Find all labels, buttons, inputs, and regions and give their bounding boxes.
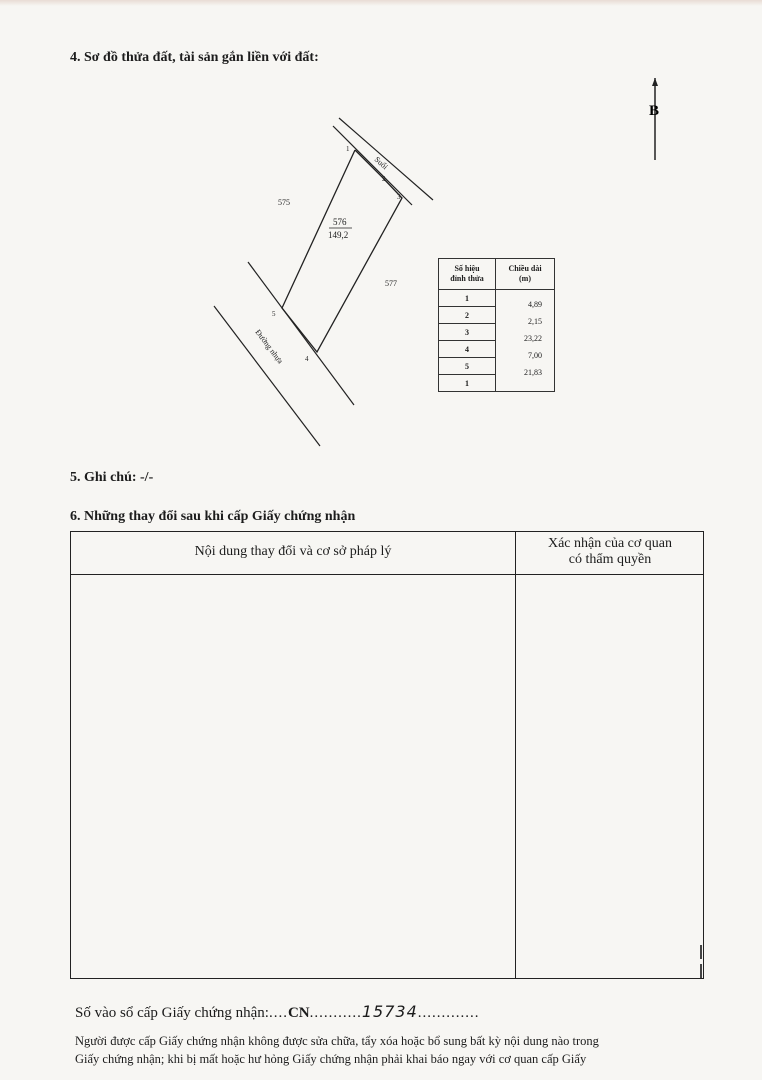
road-label: Đường nhựa	[253, 327, 285, 366]
section-5-heading: 5. Ghi chú: -/-	[70, 470, 154, 485]
parcel-number: 576	[333, 217, 347, 227]
registration-prefix: CN	[287, 1005, 310, 1021]
parcel-diagram	[0, 0, 762, 470]
table-header-row	[439, 259, 555, 290]
stream-label: Suối	[372, 154, 390, 172]
scan-mark	[700, 945, 702, 959]
vertex-3: 3	[397, 193, 401, 201]
section-6-heading: 6. Những thay đổi sau khi cấp Giấy chứng nhận	[70, 509, 356, 524]
authority-confirmation-header: Xác nhận của cơ quan có thẩm quyền	[547, 536, 672, 567]
length-value: 4,89	[528, 300, 542, 309]
neighbor-parcel-right: 577	[385, 279, 397, 288]
registration-number: 15734	[361, 1002, 418, 1021]
column-divider	[515, 532, 516, 978]
table-row: 2	[439, 307, 555, 324]
length-column-header: Chiều dài (m)	[496, 259, 555, 290]
vertex-5: 5	[272, 310, 276, 318]
vertex-column-header: Số hiệu đỉnh thửa	[439, 259, 496, 290]
vertex-1: 1	[346, 145, 350, 153]
table-row: 1 4,89 2,15 23,22 7,00 21,83	[439, 290, 555, 307]
vertex-length-table	[438, 258, 555, 392]
table-row: 5	[439, 358, 555, 375]
length-value: 23,22	[524, 334, 542, 343]
scan-mark	[700, 964, 702, 978]
lengths-cell	[496, 290, 555, 392]
north-label: B	[649, 103, 660, 119]
section-4-heading: 4. Sơ đồ thửa đất, tài sản gắn liền với đất:	[70, 50, 319, 65]
parcel-area: 149,2	[328, 230, 349, 240]
footer-note-line-1: Người được cấp Giấy chứng nhận không được sửa chữa, tẩy xóa hoặc bổ sung bất kỳ nội dung nào trong	[75, 1034, 599, 1048]
vertex-2: 2	[382, 175, 386, 183]
neighbor-parcel-left: 575	[278, 198, 290, 207]
registration-number-line: Số vào sổ cấp Giấy chứng nhận:....CN...........15734.............	[75, 1002, 480, 1021]
changes-table	[70, 531, 704, 979]
length-value: 7,00	[528, 351, 542, 360]
length-value: 21,83	[524, 368, 542, 377]
table-row: 4	[439, 341, 555, 358]
length-value: 2,15	[528, 317, 542, 326]
table-row: 1	[439, 375, 555, 392]
road-edge-lower	[214, 306, 320, 446]
table-row: 3	[439, 324, 555, 341]
registration-label: Số vào sổ cấp Giấy chứng nhận:	[75, 1005, 269, 1021]
stream-bank-upper	[339, 118, 433, 200]
change-content-header: Nội dung thay đổi và cơ sở pháp lý	[194, 544, 392, 559]
footer-note	[75, 1032, 755, 1068]
footer-note-line-2: Giấy chứng nhận; khi bị mất hoặc hư hỏng Giấy chứng nhận phải khai báo ngay với cơ quan cấp Giấy	[75, 1052, 587, 1066]
vertex-4: 4	[305, 355, 309, 363]
